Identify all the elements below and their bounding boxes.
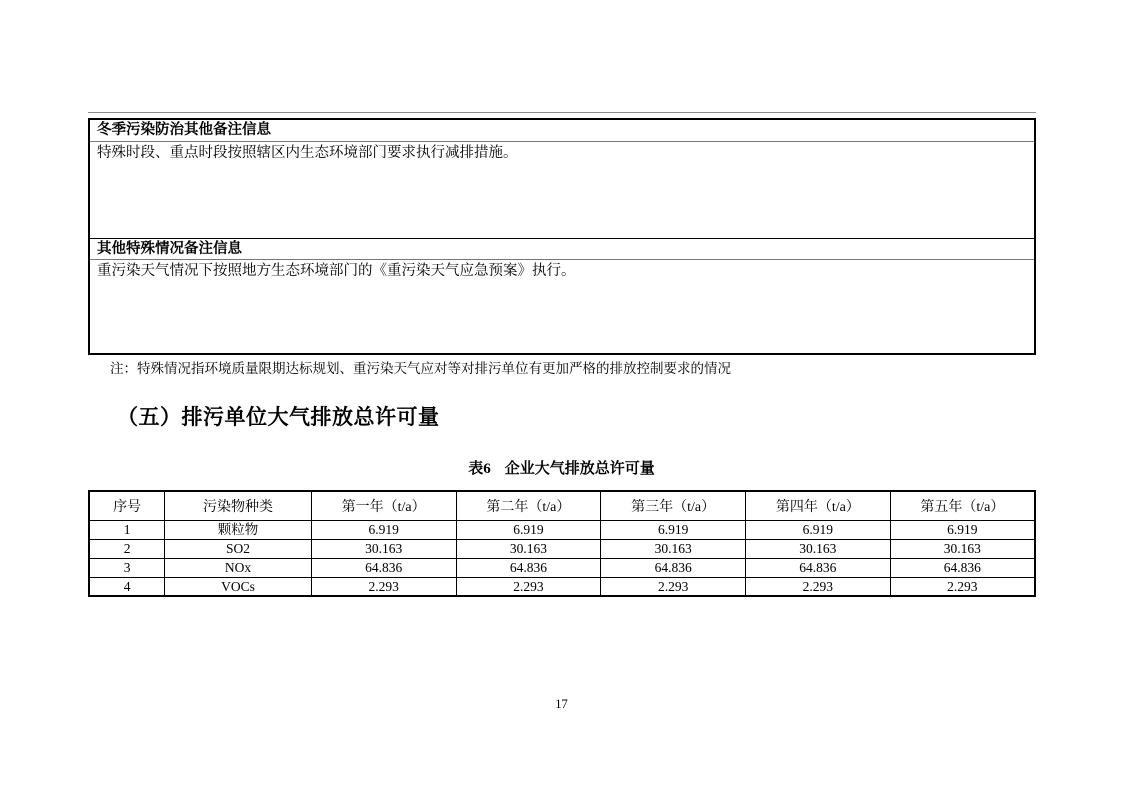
col-header-year5: 第五年（t/a） [890, 491, 1035, 520]
remarks-table [88, 118, 1036, 355]
table-row [89, 558, 1035, 577]
cell-year1: 6.919 [311, 520, 456, 539]
col-header-year3: 第三年（t/a） [601, 491, 746, 520]
page-number: 17 [555, 697, 568, 711]
cell-year3: 6.919 [601, 520, 746, 539]
remarks-footnote: 注：特殊情况指环境质量限期达标规划、重污染天气应对等对排污单位有更加严格的排放控制要求的情况 [110, 361, 731, 376]
col-header-pollutant: 污染物种类 [165, 491, 312, 520]
cell-year3: 2.293 [601, 577, 746, 596]
cell-index: 4 [89, 577, 165, 596]
table-row [89, 577, 1035, 596]
table-header-row [89, 491, 1035, 520]
cell-year5: 6.919 [890, 520, 1035, 539]
cell-pollutant: NOx [165, 558, 312, 577]
cell-year4: 30.163 [746, 539, 891, 558]
cell-year2: 6.919 [456, 520, 601, 539]
table-row [89, 520, 1035, 539]
col-header-year4: 第四年（t/a） [746, 491, 891, 520]
cell-pollutant: VOCs [165, 577, 312, 596]
col-header-index: 序号 [89, 491, 165, 520]
cell-year5: 30.163 [890, 539, 1035, 558]
cell-year3: 64.836 [601, 558, 746, 577]
carryover-rule [88, 112, 1036, 113]
section-heading: （五）排污单位大气排放总许可量 [117, 405, 440, 429]
cell-year1: 64.836 [311, 558, 456, 577]
cell-year4: 2.293 [746, 577, 891, 596]
cell-index: 3 [89, 558, 165, 577]
col-header-year2: 第二年（t/a） [456, 491, 601, 520]
permit-quantity-table [88, 490, 1036, 597]
cell-year2: 30.163 [456, 539, 601, 558]
cell-index: 1 [89, 520, 165, 539]
cell-year2: 64.836 [456, 558, 601, 577]
cell-index: 2 [89, 539, 165, 558]
cell-year5: 64.836 [890, 558, 1035, 577]
table-caption-label: 表6 [468, 461, 491, 477]
table-caption-title: 企业大气排放总许可量 [504, 461, 655, 477]
other-special-remarks-header: 其他特殊情况备注信息 [90, 238, 1034, 260]
cell-year1: 30.163 [311, 539, 456, 558]
cell-year4: 64.836 [746, 558, 891, 577]
cell-pollutant: 颗粒物 [165, 520, 312, 539]
cell-year2: 2.293 [456, 577, 601, 596]
table-row [89, 539, 1035, 558]
cell-year4: 6.919 [746, 520, 891, 539]
cell-pollutant: SO2 [165, 539, 312, 558]
winter-pollution-remarks-header: 冬季污染防治其他备注信息 [90, 120, 1034, 142]
cell-year1: 2.293 [311, 577, 456, 596]
col-header-year1: 第一年（t/a） [311, 491, 456, 520]
table-caption [0, 457, 1123, 478]
cell-year3: 30.163 [601, 539, 746, 558]
winter-pollution-remarks-body: 特殊时段、重点时段按照辖区内生态环境部门要求执行减排措施。 [97, 145, 518, 161]
cell-year5: 2.293 [890, 577, 1035, 596]
other-special-remarks-body: 重污染天气情况下按照地方生态环境部门的《重污染天气应急预案》执行。 [97, 263, 576, 279]
